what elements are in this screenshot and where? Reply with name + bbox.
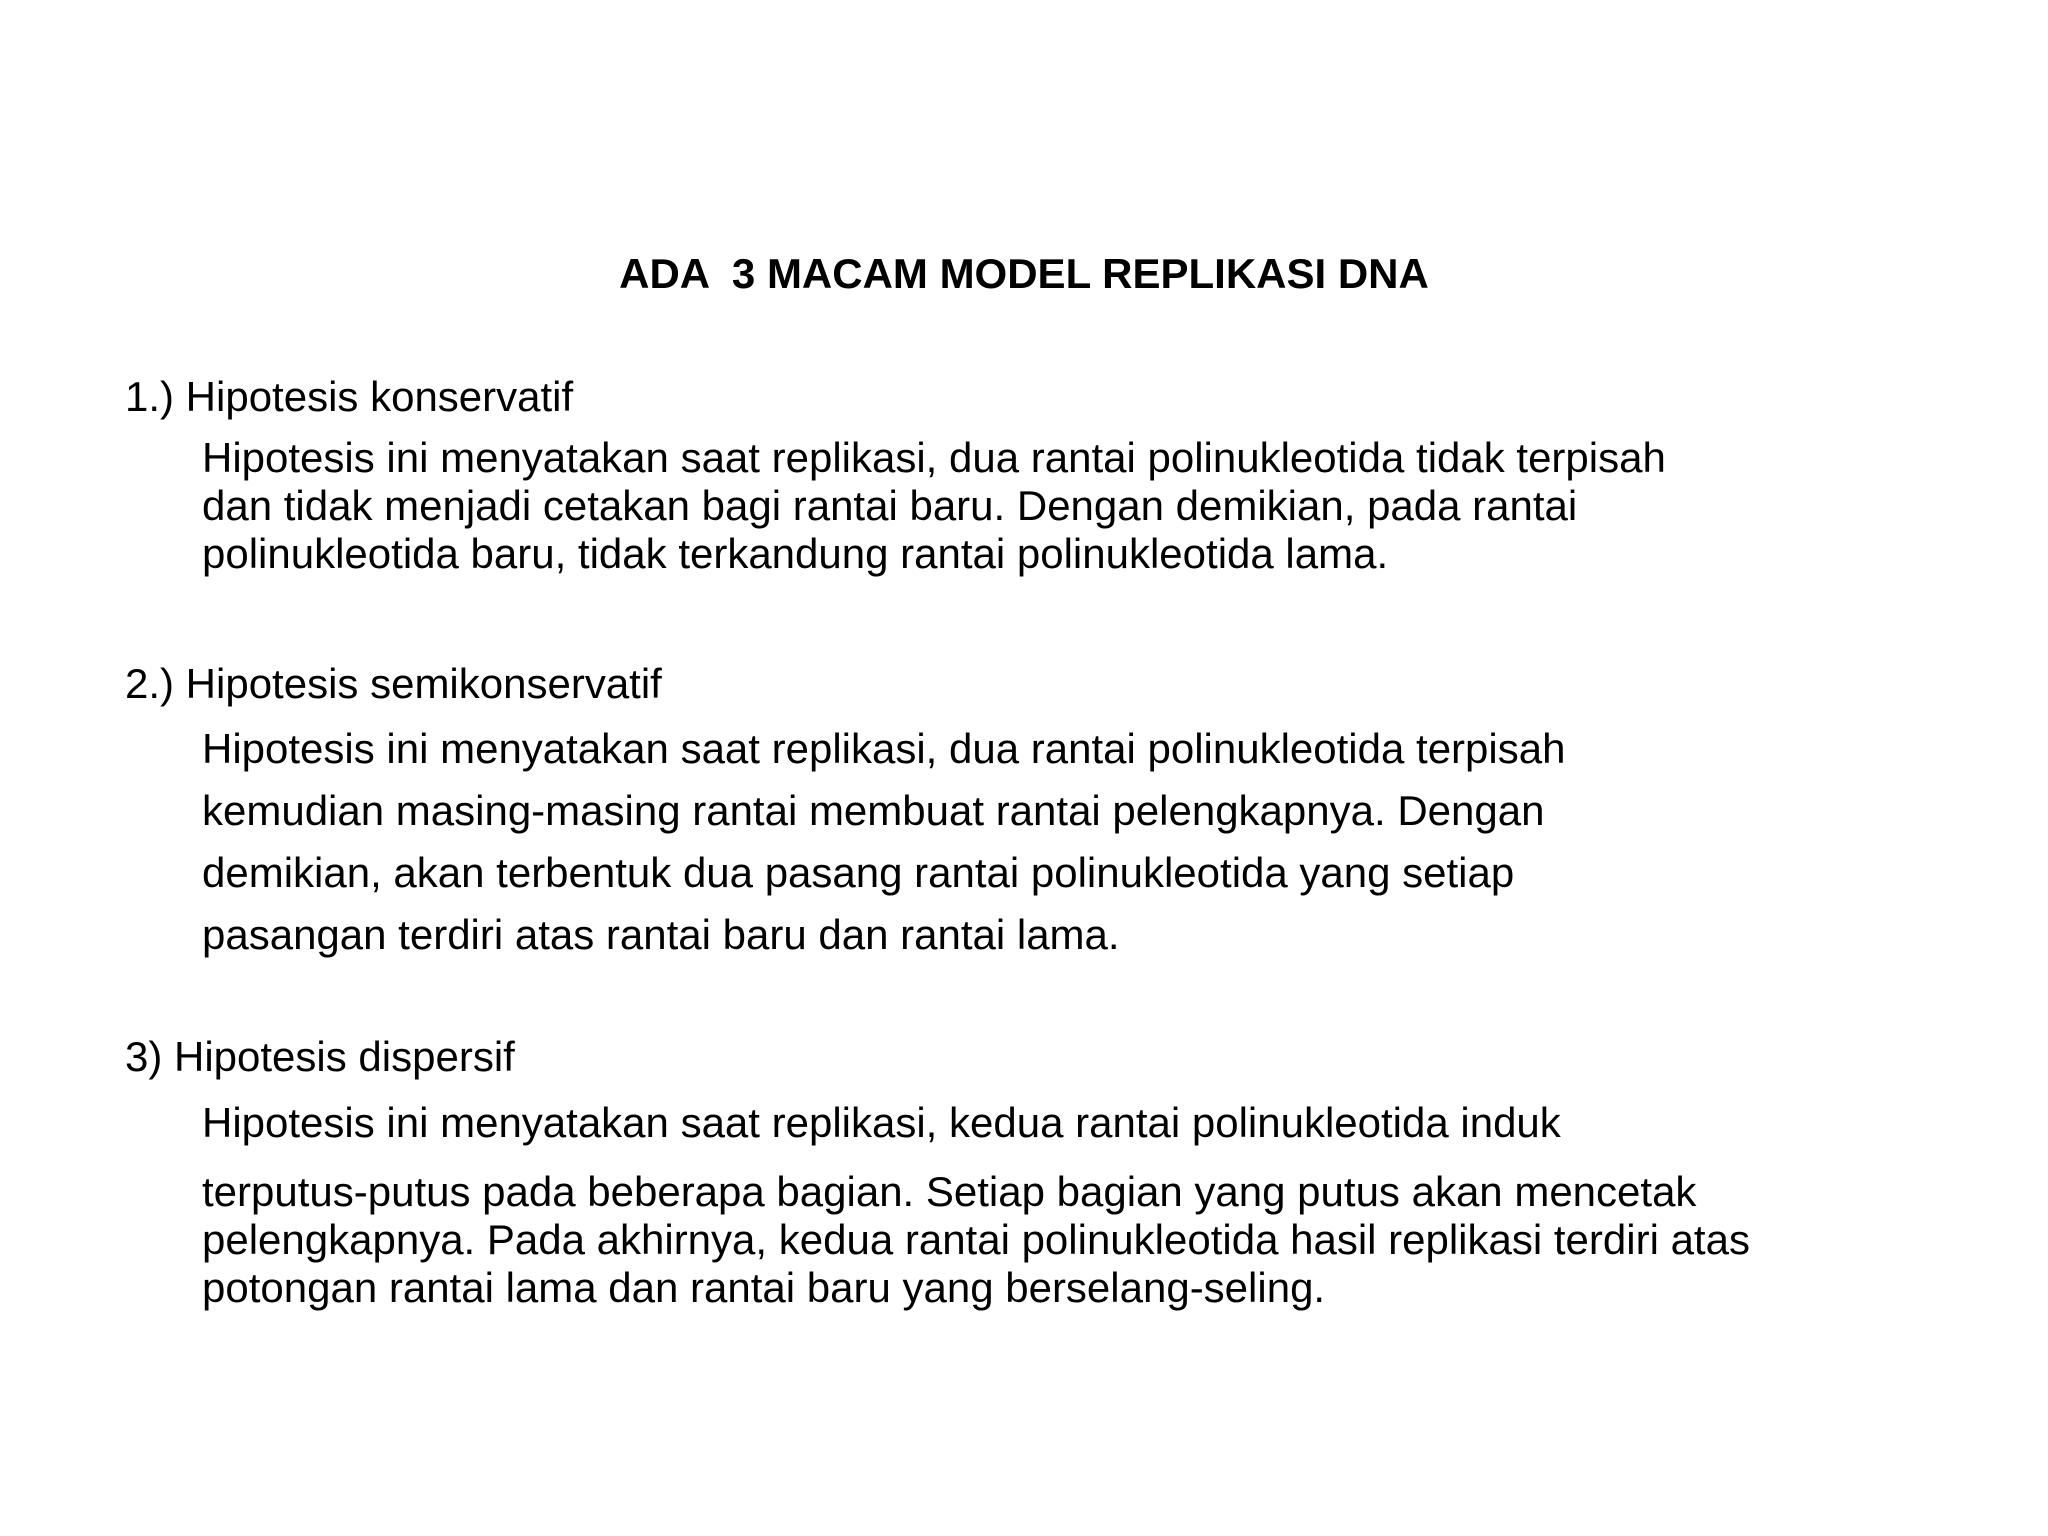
item-body-dispersif <box>202 1092 1750 1312</box>
item-body-semikonservatif <box>202 718 1565 966</box>
item-heading-dispersif: 3) Hipotesis dispersif <box>125 1033 515 1080</box>
item-heading-konservatif: 1.) Hipotesis konservatif <box>125 373 574 420</box>
body-line: demikian, akan terbentuk dua pasang rantai polinukleotida yang setiap <box>202 849 1515 896</box>
body-line: Hipotesis ini menyatakan saat replikasi, dua rantai polinukleotida tidak terpisah <box>202 434 1666 481</box>
slide-title: ADA 3 MACAM MODEL REPLIKASI DNA <box>619 250 1429 297</box>
body-line: kemudian masing-masing rantai membuat rantai pelengkapnya. Dengan <box>202 787 1545 834</box>
body-line: pasangan terdiri atas rantai baru dan rantai lama. <box>202 911 1120 958</box>
item-heading-semikonservatif: 2.) Hipotesis semikonservatif <box>125 660 662 707</box>
body-line: potongan rantai lama dan rantai baru yang berselang-seling. <box>202 1264 1326 1311</box>
item-body-konservatif <box>202 434 1666 578</box>
body-line: Hipotesis ini menyatakan saat replikasi, kedua rantai polinukleotida induk <box>202 1099 1561 1146</box>
body-line: polinukleotida baru, tidak terkandung rantai polinukleotida lama. <box>202 530 1389 577</box>
body-line: pelengkapnya. Pada akhirnya, kedua rantai polinukleotida hasil replikasi terdiri atas <box>202 1216 1750 1263</box>
body-line: dan tidak menjadi cetakan bagi rantai baru. Dengan demikian, pada rantai <box>202 482 1578 529</box>
body-line: Hipotesis ini menyatakan saat replikasi, dua rantai polinukleotida terpisah <box>202 725 1566 772</box>
body-line: terputus-putus pada beberapa bagian. Setiap bagian yang putus akan mencetak <box>202 1168 1697 1215</box>
